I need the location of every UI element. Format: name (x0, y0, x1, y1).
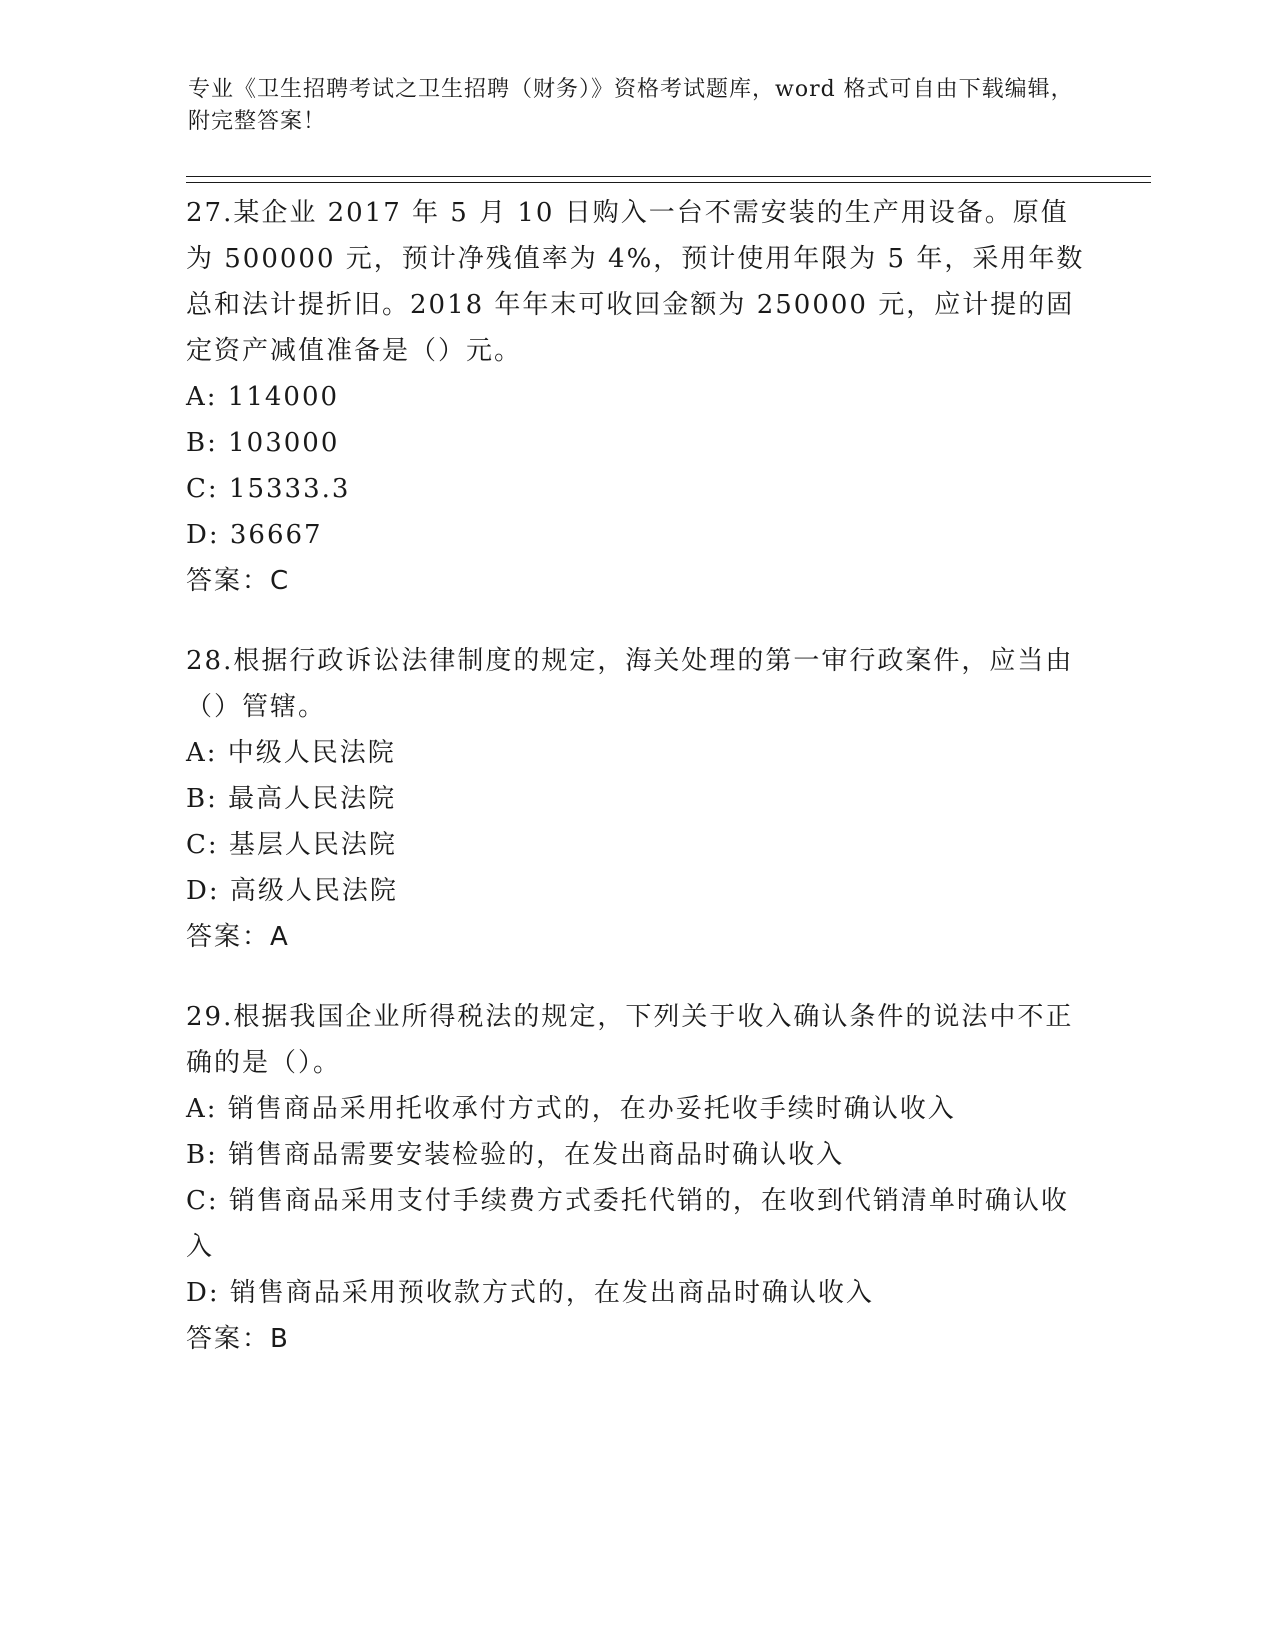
answer-label: 答案：B (186, 1324, 290, 1354)
question-stem: 29.根据我国企业所得税法的规定，下列关于收入确认条件的说法中不正确的是（）。 (186, 1002, 1074, 1078)
option-d: D: 36667 (186, 520, 323, 550)
option-b: B: 最高人民法院 (186, 784, 397, 814)
header-divider-bottom (186, 182, 1151, 183)
option-d: D: 高级人民法院 (186, 876, 398, 906)
option-a: A: 114000 (186, 382, 340, 412)
question-list (186, 186, 1086, 1392)
option-a: A: 中级人民法院 (186, 738, 396, 768)
question-stem: 27.某企业 2017 年 5 月 10 日购入一台不需安装的生产用设备。原值为 500000 元，预计净残值率为 4%，预计使用年限为 5 年，采用年数总和法计提折旧。2018 年年末可收回金额为 250000 元，应计提的固定资产减值准备是（）元。 (186, 198, 1085, 366)
option-b: B: 103000 (186, 428, 340, 458)
option-c: C: 15333.3 (186, 474, 351, 504)
question-28 (186, 634, 1086, 960)
answer-label: 答案：C (186, 566, 291, 596)
option-c: C: 销售商品采用支付手续费方式委托代销的，在收到代销清单时确认收入 (186, 1186, 1069, 1262)
document-header: 专业《卫生招聘考试之卫生招聘（财务）》资格考试题库，word 格式可自由下载编辑，附完整答案！ (188, 77, 1074, 134)
option-a: A: 销售商品采用托收承付方式的，在办妥托收手续时确认收入 (186, 1094, 956, 1124)
option-c: C: 基层人民法院 (186, 830, 397, 860)
option-b: B: 销售商品需要安装检验的，在发出商品时确认收入 (186, 1140, 845, 1170)
question-29 (186, 990, 1086, 1362)
option-d: D: 销售商品采用预收款方式的，在发出商品时确认收入 (186, 1278, 874, 1308)
question-stem: 28.根据行政诉讼法律制度的规定，海关处理的第一审行政案件，应当由（）管辖。 (186, 646, 1074, 722)
question-27 (186, 186, 1086, 604)
header-divider-top (186, 176, 1151, 177)
answer-label: 答案：A (186, 922, 290, 952)
